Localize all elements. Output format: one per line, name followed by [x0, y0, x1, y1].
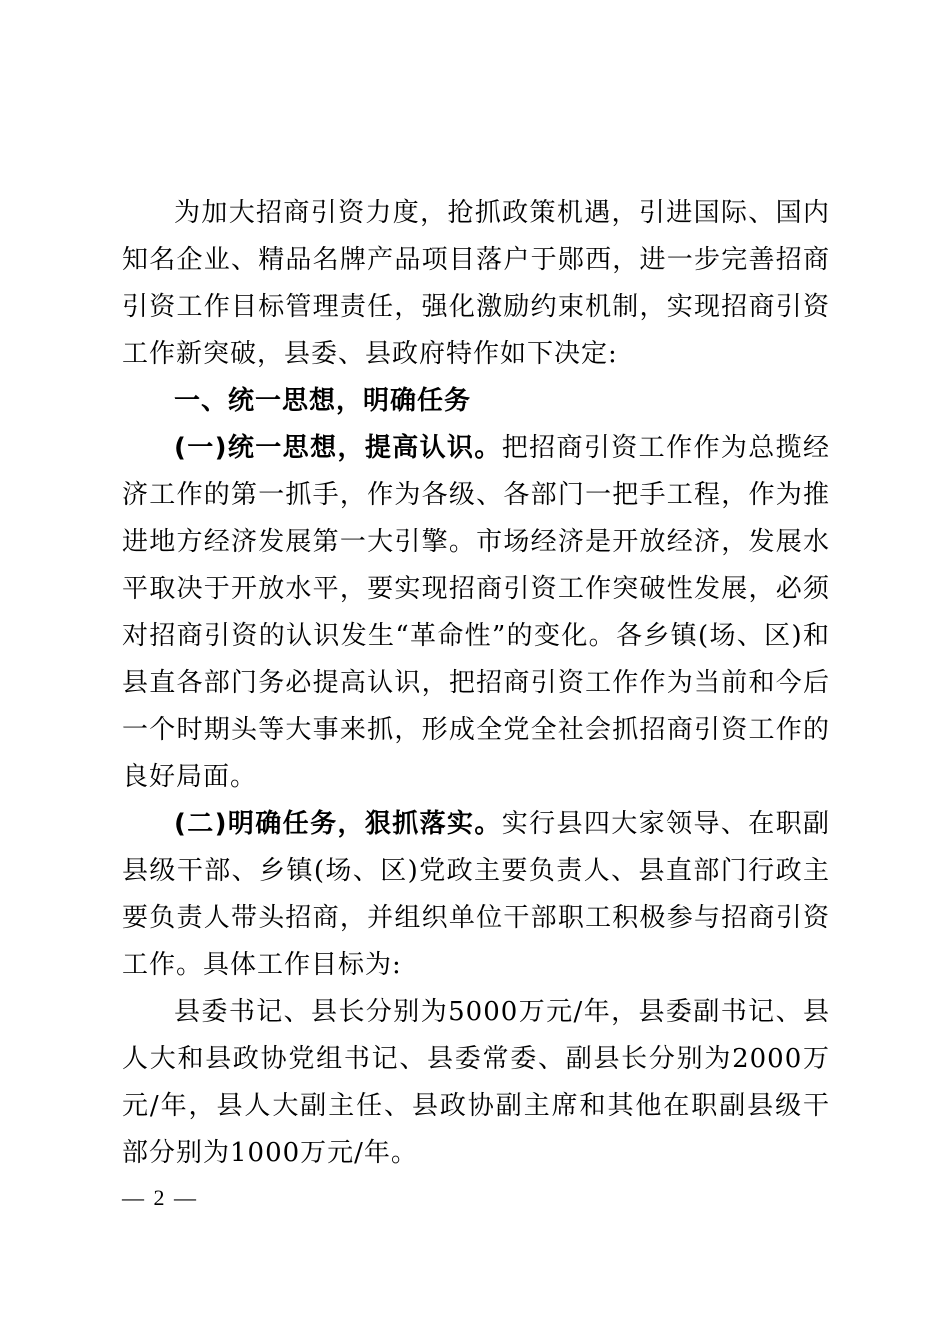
item-2-body: 实行县四大家领导、在职副县级干部、乡镇(场、区)党政主要负责人、县直部门行政主要负责人带头招商，并组织单位干部职工积极参与招商引资工作。具体工作目标为:	[122, 809, 830, 980]
intro-paragraph: 为加大招商引资力度，抢抓政策机遇，引进国际、国内知名企业、精品名牌产品项目落户于郧西，进一步完善招商引资工作目标管理责任，强化激励约束机制，实现招商引资工作新突破，县委、县政府特作如下决定:	[122, 198, 830, 369]
item-2-lead: (二)明确任务，狠抓落实。	[174, 809, 502, 839]
targets-paragraph: 县委书记、县长分别为5000万元/年，县委副书记、县人大和县政协党组书记、县委常委、副县长分别为2000万元/年，县人大副主任、县政协副主席和其他在职副县级干部分别为1000万元/年。	[122, 997, 830, 1168]
page-number: — 2 —	[122, 1185, 198, 1210]
document-body	[122, 190, 830, 1177]
item-1-paragraph	[122, 425, 830, 801]
item-1-lead: (一)统一思想，提高认识。	[174, 433, 502, 463]
item-1-body: 把招商引资工作作为总揽经济工作的第一抓手，作为各级、各部门一把手工程，作为推进地方经济发展第一大引擎。市场经济是开放经济，发展水平取决于开放水平，要实现招商引资工作突破性发展，必须对招商引资的认识发生“革命性”的变化。各乡镇(场、区)和县直各部门务必提高认识，把招商引资工作作为当前和今后一个时期头等大事来抓，形成全党全社会抓招商引资工作的良好局面。	[122, 433, 830, 792]
section-heading: 一、统一思想，明确任务	[174, 386, 472, 416]
item-2-paragraph	[122, 801, 830, 989]
